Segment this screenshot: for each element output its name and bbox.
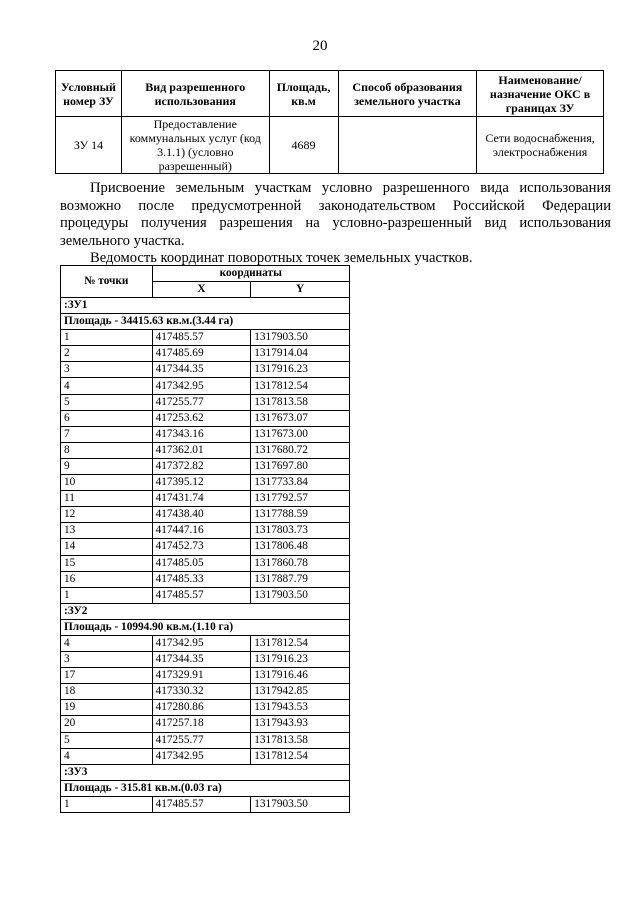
header-formation-method: Способ образования земельного участка (338, 71, 477, 117)
section-area: Площадь - 10994.90 кв.м.(1.10 га) (61, 619, 350, 635)
table-row (61, 507, 350, 523)
coord-y: 1317903.50 (251, 796, 350, 812)
point-number: 4 (61, 378, 153, 394)
point-number: 3 (61, 362, 153, 378)
coord-x: 417452.73 (152, 539, 251, 555)
cell-area: 4689 (269, 117, 338, 174)
table-row (61, 635, 350, 651)
coord-x: 417362.01 (152, 442, 251, 458)
conditional-use-paragraph: Присвоение земельным участкам условно разрешенного вида использования возможно после предусмотренной законодательством Российской Федерации процедуры получения разрешения на условно-разрешенный вид использования земельного участка. (60, 180, 611, 249)
section-area-row (61, 314, 350, 330)
section-area: Площадь - 34415.63 кв.м.(3.44 га) (61, 314, 350, 330)
table-row (61, 555, 350, 571)
coord-x: 417344.35 (152, 652, 251, 668)
coord-y: 1317903.50 (251, 587, 350, 603)
cell-use-type: Предоставление коммунальных услуг (код 3.1.1) (условно разрешенный) (121, 117, 269, 174)
coord-y: 1317903.50 (251, 330, 350, 346)
coord-y: 1317813.58 (251, 394, 350, 410)
section-area: Площадь - 315.81 кв.м.(0.03 га) (61, 780, 350, 796)
section-area-row (61, 780, 350, 796)
coord-x: 417330.32 (152, 684, 251, 700)
point-number: 15 (61, 555, 153, 571)
cell-oks-purpose: Сети водоснабжения, электроснабжения (477, 117, 604, 174)
section-name: :ЗУ3 (61, 764, 350, 780)
coord-y: 1317916.46 (251, 668, 350, 684)
section-name: :ЗУ1 (61, 298, 350, 314)
point-number: 4 (61, 748, 153, 764)
point-number: 9 (61, 458, 153, 474)
coord-y: 1317860.78 (251, 555, 350, 571)
header-oks-purpose: Наименование/ назначение ОКС в границах ЗУ (477, 71, 604, 117)
table-row (61, 491, 350, 507)
coord-x: 417253.62 (152, 410, 251, 426)
section-name: :ЗУ2 (61, 603, 350, 619)
cell-formation-method (338, 117, 477, 174)
point-number: 5 (61, 394, 153, 410)
table-row (61, 748, 350, 764)
coordinates-heading: Ведомость координат поворотных точек земельных участков. (90, 250, 473, 266)
coords-header-row (61, 266, 350, 282)
section-name-row (61, 764, 350, 780)
coord-y: 1317812.54 (251, 748, 350, 764)
coord-x: 417485.57 (152, 330, 251, 346)
point-number: 5 (61, 732, 153, 748)
header-x: X (152, 282, 251, 298)
coord-x: 417255.77 (152, 394, 251, 410)
point-number: 6 (61, 410, 153, 426)
point-number: 10 (61, 475, 153, 491)
point-number: 20 (61, 716, 153, 732)
coord-y: 1317806.48 (251, 539, 350, 555)
table-row (61, 684, 350, 700)
point-number: 4 (61, 635, 153, 651)
coord-x: 417485.57 (152, 796, 251, 812)
coord-x: 417342.95 (152, 378, 251, 394)
point-number: 2 (61, 346, 153, 362)
table-row (61, 796, 350, 812)
point-number: 7 (61, 426, 153, 442)
table-header-row (56, 71, 604, 117)
coord-y: 1317942.85 (251, 684, 350, 700)
header-use-type: Вид разрешенного использования (121, 71, 269, 117)
point-number: 12 (61, 507, 153, 523)
table-row (61, 426, 350, 442)
point-number: 1 (61, 796, 153, 812)
table-row (61, 668, 350, 684)
coord-x: 417438.40 (152, 507, 251, 523)
table-row (61, 362, 350, 378)
point-number: 16 (61, 571, 153, 587)
table-row (61, 700, 350, 716)
coord-x: 417343.16 (152, 426, 251, 442)
coord-y: 1317887.79 (251, 571, 350, 587)
header-point-number: № точки (61, 266, 153, 298)
point-number: 1 (61, 330, 153, 346)
header-plot-number: Условный номер ЗУ (56, 71, 122, 117)
coord-y: 1317813.58 (251, 732, 350, 748)
point-number: 17 (61, 668, 153, 684)
table-row (61, 330, 350, 346)
header-area: Площадь, кв.м (269, 71, 338, 117)
coord-y: 1317914.04 (251, 346, 350, 362)
land-plot-table (55, 70, 604, 174)
header-y: Y (251, 282, 350, 298)
point-number: 18 (61, 684, 153, 700)
coord-y: 1317943.53 (251, 700, 350, 716)
coord-x: 417485.57 (152, 587, 251, 603)
table-row (61, 346, 350, 362)
table-row (61, 394, 350, 410)
coord-y: 1317916.23 (251, 652, 350, 668)
table-row (61, 587, 350, 603)
table-row (61, 539, 350, 555)
section-name-row (61, 298, 350, 314)
table-row (61, 458, 350, 474)
coord-x: 417280.86 (152, 700, 251, 716)
point-number: 19 (61, 700, 153, 716)
coord-x: 417257.18 (152, 716, 251, 732)
coord-y: 1317673.00 (251, 426, 350, 442)
coord-y: 1317916.23 (251, 362, 350, 378)
coord-x: 417485.05 (152, 555, 251, 571)
coord-x: 417344.35 (152, 362, 251, 378)
section-name-row (61, 603, 350, 619)
table-row (61, 410, 350, 426)
section-area-row (61, 619, 350, 635)
table-row (56, 117, 604, 174)
point-number: 13 (61, 523, 153, 539)
table-row (61, 442, 350, 458)
coord-x: 417329.91 (152, 668, 251, 684)
coord-y: 1317943.93 (251, 716, 350, 732)
point-number: 3 (61, 652, 153, 668)
coord-y: 1317812.54 (251, 635, 350, 651)
coord-y: 1317697.80 (251, 458, 350, 474)
point-number: 14 (61, 539, 153, 555)
table-row (61, 523, 350, 539)
table-row (61, 571, 350, 587)
cell-plot-number: ЗУ 14 (56, 117, 122, 174)
coord-y: 1317812.54 (251, 378, 350, 394)
coord-x: 417485.69 (152, 346, 251, 362)
coord-x: 417372.82 (152, 458, 251, 474)
coord-x: 417342.95 (152, 748, 251, 764)
table-row (61, 475, 350, 491)
coord-x: 417447.16 (152, 523, 251, 539)
coord-x: 417255.77 (152, 732, 251, 748)
table-row (61, 378, 350, 394)
coord-x: 417342.95 (152, 635, 251, 651)
coord-y: 1317733.84 (251, 475, 350, 491)
point-number: 11 (61, 491, 153, 507)
coords-body (61, 298, 350, 813)
header-coordinates: координаты (152, 266, 349, 282)
coord-x: 417485.33 (152, 571, 251, 587)
coord-y: 1317803.73 (251, 523, 350, 539)
point-number: 1 (61, 587, 153, 603)
coord-y: 1317788.59 (251, 507, 350, 523)
point-number: 8 (61, 442, 153, 458)
coordinates-table (60, 265, 350, 813)
table-row (61, 716, 350, 732)
table-row (61, 652, 350, 668)
coord-x: 417395.12 (152, 475, 251, 491)
coord-y: 1317673.07 (251, 410, 350, 426)
coord-y: 1317792.57 (251, 491, 350, 507)
page-number: 20 (312, 38, 328, 54)
coord-y: 1317680.72 (251, 442, 350, 458)
coord-x: 417431.74 (152, 491, 251, 507)
table-row (61, 732, 350, 748)
